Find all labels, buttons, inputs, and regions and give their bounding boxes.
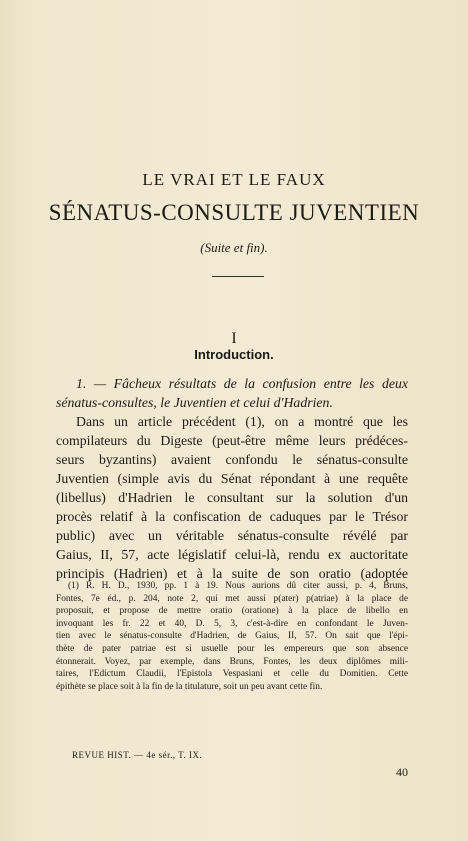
footnote-line: invoquant les fr. 22 et 40, D. 5, 3, c'est-à-dire en confondant le Juven- bbox=[56, 618, 408, 629]
title-line-1: LE VRAI ET LE FAUX bbox=[142, 170, 326, 189]
page-number: 40 bbox=[396, 765, 408, 779]
title-line-2: SÉNATUS-CONSULTE JUVENTIEN bbox=[48, 200, 420, 225]
body-line: Juventien (simple avis du Sénat répondant à une requête bbox=[56, 471, 408, 486]
section-number: I bbox=[231, 330, 237, 347]
body-line: procès relatif à la confiscation de caduques par le Trésor bbox=[56, 509, 408, 524]
section-title: Introduction. bbox=[194, 347, 274, 362]
footnote-line: thète de pater patriae est si usuelle pour les empereurs que son absence bbox=[56, 643, 408, 654]
footnote-line: taires, l'Edictum Claudii, l'Epistola Vespasiani et celle du Domitien. Cette bbox=[56, 669, 408, 680]
title-divider bbox=[212, 276, 264, 277]
subtitle: (Suite et fin). bbox=[200, 240, 268, 255]
footnote-line: tien avec le sénatus-consulte d'Hadrien, de Gaius, II, 57. On sait que l'épi- bbox=[56, 631, 408, 642]
footnote-line: étonnerait. Voyez, par exemple, dans Bruns, Fontes, les deux diplômes mili- bbox=[56, 656, 408, 667]
body-line: seurs byzantins) avaient confondu le sénatus-consulte bbox=[56, 452, 408, 467]
footnote-line: Fontes, 7e éd., p. 204, note 2, qui met aussi p(ater) p(atriae) à la place de bbox=[56, 593, 408, 604]
body-line: sénatus-consultes, le Juventien et celui d'Hadrien. bbox=[56, 395, 333, 410]
footnotes bbox=[56, 580, 408, 693]
body-line: (libellus) d'Hadrien le consultant sur la solution d'un bbox=[56, 490, 408, 505]
body-line: compilateurs du Digeste (peut-être même leurs prédéces- bbox=[56, 433, 408, 448]
body-line: 1. — Fâcheux résultats de la confusion entre les deux bbox=[76, 376, 408, 391]
body-paragraph bbox=[56, 374, 408, 583]
body-line: principis (Hadrien) et à la suite de son oratio (adoptée bbox=[56, 566, 408, 581]
footnote-line: proposuit, et propose de mettre oratio (oratione) à la place de libello en bbox=[56, 606, 408, 617]
journal-reference: REVUE HIST. — 4e sér., T. IX. bbox=[72, 750, 203, 760]
body-line: public) avec un véritable sénatus-consulte révélé par bbox=[56, 528, 408, 543]
body-line: Gaius, II, 57, acte législatif celui-là, rendu ex auctoritate bbox=[56, 547, 408, 562]
body-line: Dans un article précédent (1), on a montré que les bbox=[76, 414, 408, 429]
footnote-line: épithète se place soit à la fin de la titulature, soit un peu avant cette fin. bbox=[56, 681, 323, 692]
footnote-line: (1) R. H. D., 1930, pp. 1 à 19. Nous aurions dû citer aussi, p. 4, Bruns, bbox=[68, 581, 408, 591]
